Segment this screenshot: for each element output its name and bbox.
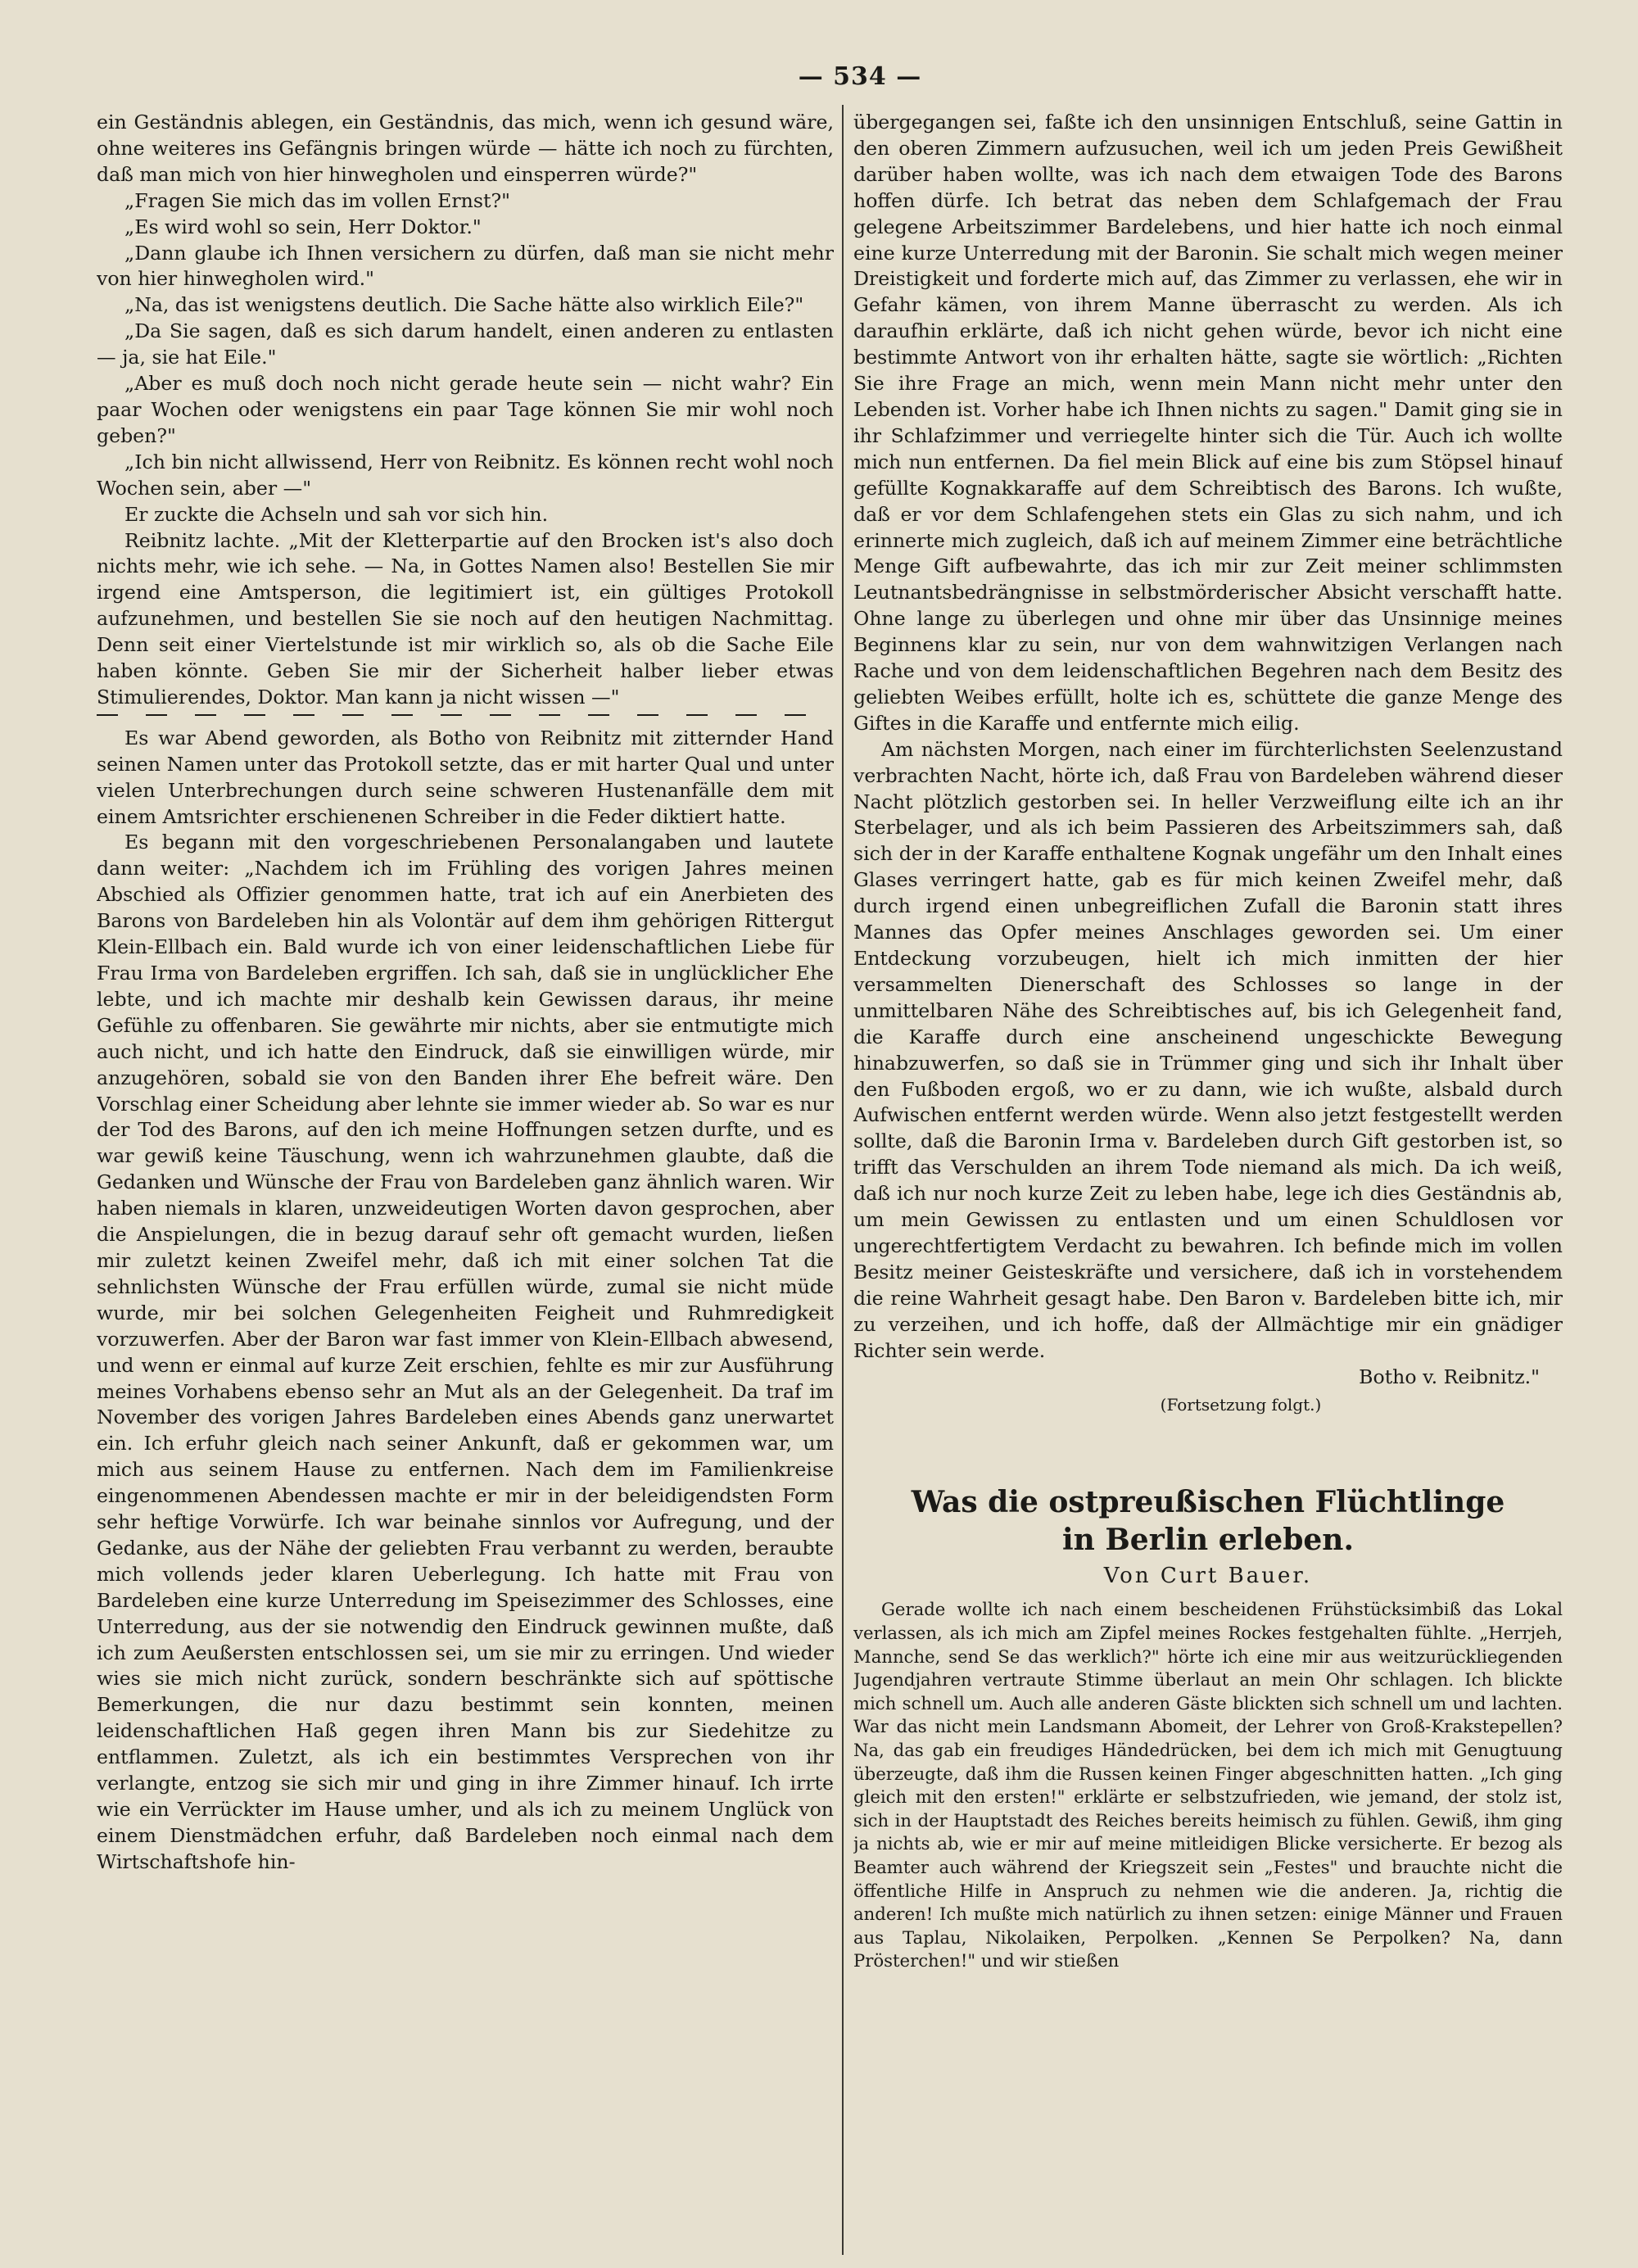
paragraph: Es begann mit den vorgeschriebenen Personalangaben und lautete dann weiter: „Nachdem ich im Frühling des vorigen Jahres meinen Abschied als Offizier genommen hatte, trat ich auf ein Anerbieten des Barons von Bardeleben hin als Volontär auf dem ihm gehörigen Rittergut Klein-Ellbach ein. Bald wurde ich von einer leidenschaftlichen Liebe für Frau Irma von Bardeleben ergriffen. Ich sah, daß sie in unglücklicher Ehe lebte, und ich machte mir deshalb kein Gewissen daraus, ihr meine Gefühle zu offenbaren. Sie gewährte mir nichts, aber sie entmutigte mich auch nicht, und ich hatte den Eindruck, daß sie einwilligen würde, mir anzugehören, sobald sie von den Banden ihrer Ehe befreit wäre. Den Vorschlag einer Scheidung aber lehnte sie immer wieder ab. So war es nur der Tod des Barons, auf den ich meine Hoffnungen setzen durfte, und es war gewiß keine Täuschung, wenn ich wahrzunehmen glaubte, daß die Gedanken und Wünsche der Frau von Bardeleben ganz ähnlich waren. Wir haben niemals in klaren, unzweideutigen Worten davon gesprochen, aber die Anspielungen, die in bezug darauf sehr oft gemacht wurden, ließen mir zuletzt keinen Zweifel mehr, daß ich mit einer solchen Tat die sehnlichsten Wünsche der Frau erfüllen würde, zumal sie nicht müde wurde, mir bei solchen Gelegenheiten Feigheit und Ruhmredigkeit vorzuwerfen. Aber der Baron war fast immer von Klein-Ellbach abwesend, und wenn er einmal auf kurze Zeit erschien, fehlte es mir zur Ausführung meines Vorhabens ebenso sehr an Mut als an der Gelegenheit. Da traf im November des vorigen Jahres Bardeleben eines Abends ganz unerwartet ein. Ich erfuhr gleich nach seiner Ankunft, daß er gekommen war, um mich aus seinem Hause zu entfernen. Nach dem im Familienkreise eingenommenen Abendessen machte er mir in der beleidigendsten Form sehr heftige Vorwürfe. Ich war beinahe sinnlos vor Aufregung, und der Gedanke, aus der Nähe der geliebten Frau verbannt zu werden, beraubte mich vollends jeder klaren Ueberlegung. Ich hatte mit Frau von Bardeleben eine kurze Unterredung im Speisezimmer des Schlosses, eine Unterredung, aus der sie notwendig den Eindruck gewinnen mußte, daß ich zum Aeußersten entschlossen sei, um sie mir zu erringen. Und wieder wies sie mich nicht zurück, sondern beschränkte sich auf spöttische Bemerkungen, die nur dazu bestimmt sein konnten, meinen leidenschaftlichen Haß gegen ihren Mann bis zur Siedehitze zu entflammen. Zuletzt, als ich ein bestimmtes Versprechen von ihr verlangte, entzog sie sich mir und ging in ihre Zimmer hinauf. Ich irrte wie ein Verrückter im Hause umher, und als ich zu meinem Unglück von einem Dienstmädchen erfuhr, daß Bardeleben noch einmal nach dem Wirtschaftshofe hin- (97, 831, 834, 1873)
continuation-note: (Fortsetzung folgt.) (1160, 1395, 1322, 1415)
paragraph: Reibnitz lachte. „Mit der Kletterpartie auf den Brocken ist's also doch nichts mehr, wie ich sehe. — Na, in Gottes Namen also! Bestellen Sie mir irgend eine Amtsperson, die legitimiert ist, ein gültiges Protokoll aufzunehmen, und bestellen Sie sie noch auf den heutigen Nachmittag. Denn seit einer Viertelstunde ist mir wirklich so, als ob die Sache Eile haben könnte. Geben Sie mir der Sicherheit halber lieber etwas Stimulierendes, Doktor. Man kann ja nicht wissen —" (97, 528, 834, 708)
column-divider (842, 105, 844, 2255)
paragraph: „Da Sie sagen, daß es sich darum handelt, einen anderen zu entlasten — ja, sie hat Eile." (97, 319, 834, 369)
left-column (97, 110, 834, 2252)
paragraph: Am nächsten Morgen, nach einer im fürchterlichsten Seelenzustand verbrachten Nacht, hörte ich, daß Frau von Bardeleben während dieser Nacht plötzlich gestorben sei. In heller Verzweiflung eilte ich an ihr Sterbelager, und als ich beim Passieren des Arbeitszimmers sah, daß sich der in der Karaffe enthaltene Kognak ungefähr um den Inhalt eines Glases verringert hatte, gab es für mich keinen Zweifel mehr, daß durch irgend einen unbegreiflichen Zufall die Baronin statt ihres Mannes das Opfer meines Anschlages geworden sei. Um einer Entdeckung vorzubeugen, hielt ich mich inmitten der hier versammelten Dienerschaft des Schlosses so lange in der unmittelbaren Nähe des Schreibtisches auf, bis ich Gelegenheit fand, die Karaffe durch eine anscheinend ungeschickte Bewegung hinabzuwerfen, so daß sie in Trümmer ging und sich ihr Inhalt über den Fußboden ergoß, wo er zu dann, wie ich wußte, alsbald durch Aufwischen entfernt werden würde. Wenn also jetzt festgestellt werden sollte, daß die Baronin Irma v. Bardeleben durch Gift gestorben ist, so trifft das Verschulden an ihrem Tode niemand als mich. Da ich weiß, daß ich nur noch kurze Zeit zu leben habe, lege ich dies Geständnis ab, um mein Gewissen zu entlasten und um einen Schuldlosen vor ungerechtfertigtem Verdacht zu bewahren. Ich befinde mich im vollen Besitz meiner Geisteskräfte und versichere, daß ich in vorstehendem die reine Wahrheit gesagt habe. Den Baron v. Bardeleben bitte ich, mir zu verzeihen, und ich hoffe, daß der Allmächtige mir ein gnädiger Richter sein werde. (853, 737, 1563, 1362)
paragraph: „Aber es muß doch noch nicht gerade heute sein — nicht wahr? Ein paar Wochen oder wenigstens ein paar Tage können Sie mir wohl noch geben?" (97, 372, 834, 447)
section-break-rule (97, 714, 834, 716)
paragraph: ein Geständnis ablegen, ein Geständnis, das mich, wenn ich gesund wäre, ohne weiteres ins Gefängnis bringen würde — hätte ich noch zu fürchten, daß man mich von hier hinwegholen und einsperren würde?" (97, 111, 834, 186)
paragraph: „Na, das ist wenigstens deutlich. Die Sache hätte also wirklich Eile?" (124, 293, 804, 317)
paragraph: „Ich bin nicht allwissend, Herr von Reibnitz. Es können recht wohl noch Wochen sein, aber —" (97, 450, 834, 500)
article-text: Gerade wollte ich nach einem bescheidenen Frühstücksimbiß das Lokal verlassen, als ich mich am Zipfel meines Rockes festgehalten fühlte. „Herrjeh, Mannche, send Se das werklich?" hörte ich eine mir aus weitzurückliegenden Jugendjahren vertraute Stimme überlaut an mein Ohr schlagen. Ich blickte mich schnell um. Auch alle anderen Gäste blickten sich schnell um und lachten. War das nicht mein Landsmann Abomeit, der Lehrer von Groß-Krakstepellen? Na, das gab ein freudiges Händedrücken, bei dem ich mich mit Genugtuung überzeugte, daß ihm die Russen keinen Finger abgeschnitten hatten. „Ich ging gleich mit den ersten!" erklärte er selbstzufrieden, wie jemand, der stolz ist, sich in der Hauptstadt des Reiches bereits heimisch zu fühlen. Gewiß, ihm ging ja nichts ab, wie er mir auf meine mitleidigen Blicke versicherte. Er bezog als Beamter auch während der Kriegszeit sein „Festes" und brauchte nicht die öffentliche Hilfe in Anspruch zu nehmen wie die anderen. Ja, richtig die anderen! Ich mußte mich natürlich zu ihnen setzen: einige Männer und Frauen aus Taplau, Nikolaiken, Perpolken. „Kennen Se Perpolken? Na, dann Prösterchen!" und wir stießen (853, 1599, 1563, 1971)
page-number: — 534 — (798, 62, 922, 91)
paragraph: „Dann glaube ich Ihnen versichern zu dürfen, daß man sie nicht mehr von hier hinwegholen wird." (97, 241, 834, 291)
headline-line-2: in Berlin erleben. (1062, 1523, 1354, 1558)
paragraph: „Fragen Sie mich das im vollen Ernst?" (124, 188, 510, 212)
paragraph: „Es wird wohl so sein, Herr Doktor." (124, 215, 482, 238)
paragraph: Es war Abend geworden, als Botho von Reibnitz mit zitternder Hand seinen Namen unter das Protokoll setzte, das er mit harter Qual und unter vielen Unterbrechungen durch seine schweren Hustenanfälle dem mit einem Amtsrichter erschienenen Schreiber in die Feder diktiert hatte. (97, 726, 834, 828)
article-headline (853, 1483, 1563, 1559)
article-spacer (853, 1415, 1563, 1483)
headline-line-1: Was die ostpreußischen Flüchtlinge (911, 1485, 1505, 1520)
paragraph: übergegangen sei, faßte ich den unsinnigen Entschluß, seine Gattin in den oberen Zimmern aufzusuchen, weil ich um jeden Preis Gewißheit darüber haben wollte, was ich nach dem etwaigen Tode des Barons hoffen dürfe. Ich betrat das neben dem Schlafgemach der Frau gelegene Arbeitszimmer Bardelebens, und hier hatte ich noch einmal eine kurze Unterredung mit der Baronin. Sie schalt mich wegen meiner Dreistigkeit und forderte mich auf, das Zimmer zu verlassen, ehe wir in Gefahr kämen, von ihrem Manne überrascht zu werden. Als ich daraufhin erklärte, daß ich nicht gehen würde, bevor ich nicht eine bestimmte Antwort von ihr erhalten hätte, sagte sie wörtlich: „Richten Sie ihre Frage an mich, wenn mein Mann nicht mehr unter den Lebenden ist. Vorher habe ich Ihnen nichts zu sagen." Damit ging sie in ihr Schlafzimmer und verriegelte hinter sich die Tür. Auch ich wollte mich nun entfernen. Da fiel mein Blick auf eine bis zum Stöpsel hinauf gefüllte Kognakkaraffe auf dem Schreibtisch des Barons. Ich wußte, daß er vor dem Schlafengehen stets ein Glas zu sich nahm, und ich erinnerte mich zugleich, daß ich auf meinem Zimmer eine beträchtliche Menge Gift aufbewahrte, das ich mir zur Zeit meiner schlimmsten Leutnantsbedrängnisse in selbstmörderischer Absicht verschafft hatte. Ohne lange zu überlegen und ohne mir über das Unsinnige meines Beginnens klar zu sein, nur von dem wahnwitzigen Verlangen nach Rache und von dem leidenschaftlichen Begehren nach dem Besitz des geliebten Weibes erfüllt, holte ich es, schüttete die ganze Menge des Giftes in die Karaffe und entfernte mich eilig. (853, 111, 1563, 735)
signature: Botho v. Reibnitz." (1359, 1365, 1540, 1388)
paragraph: Er zuckte die Achseln und sah vor sich hin. (124, 502, 549, 526)
article-byline: Von Curt Bauer. (1103, 1564, 1313, 1589)
right-column (853, 110, 1563, 2252)
